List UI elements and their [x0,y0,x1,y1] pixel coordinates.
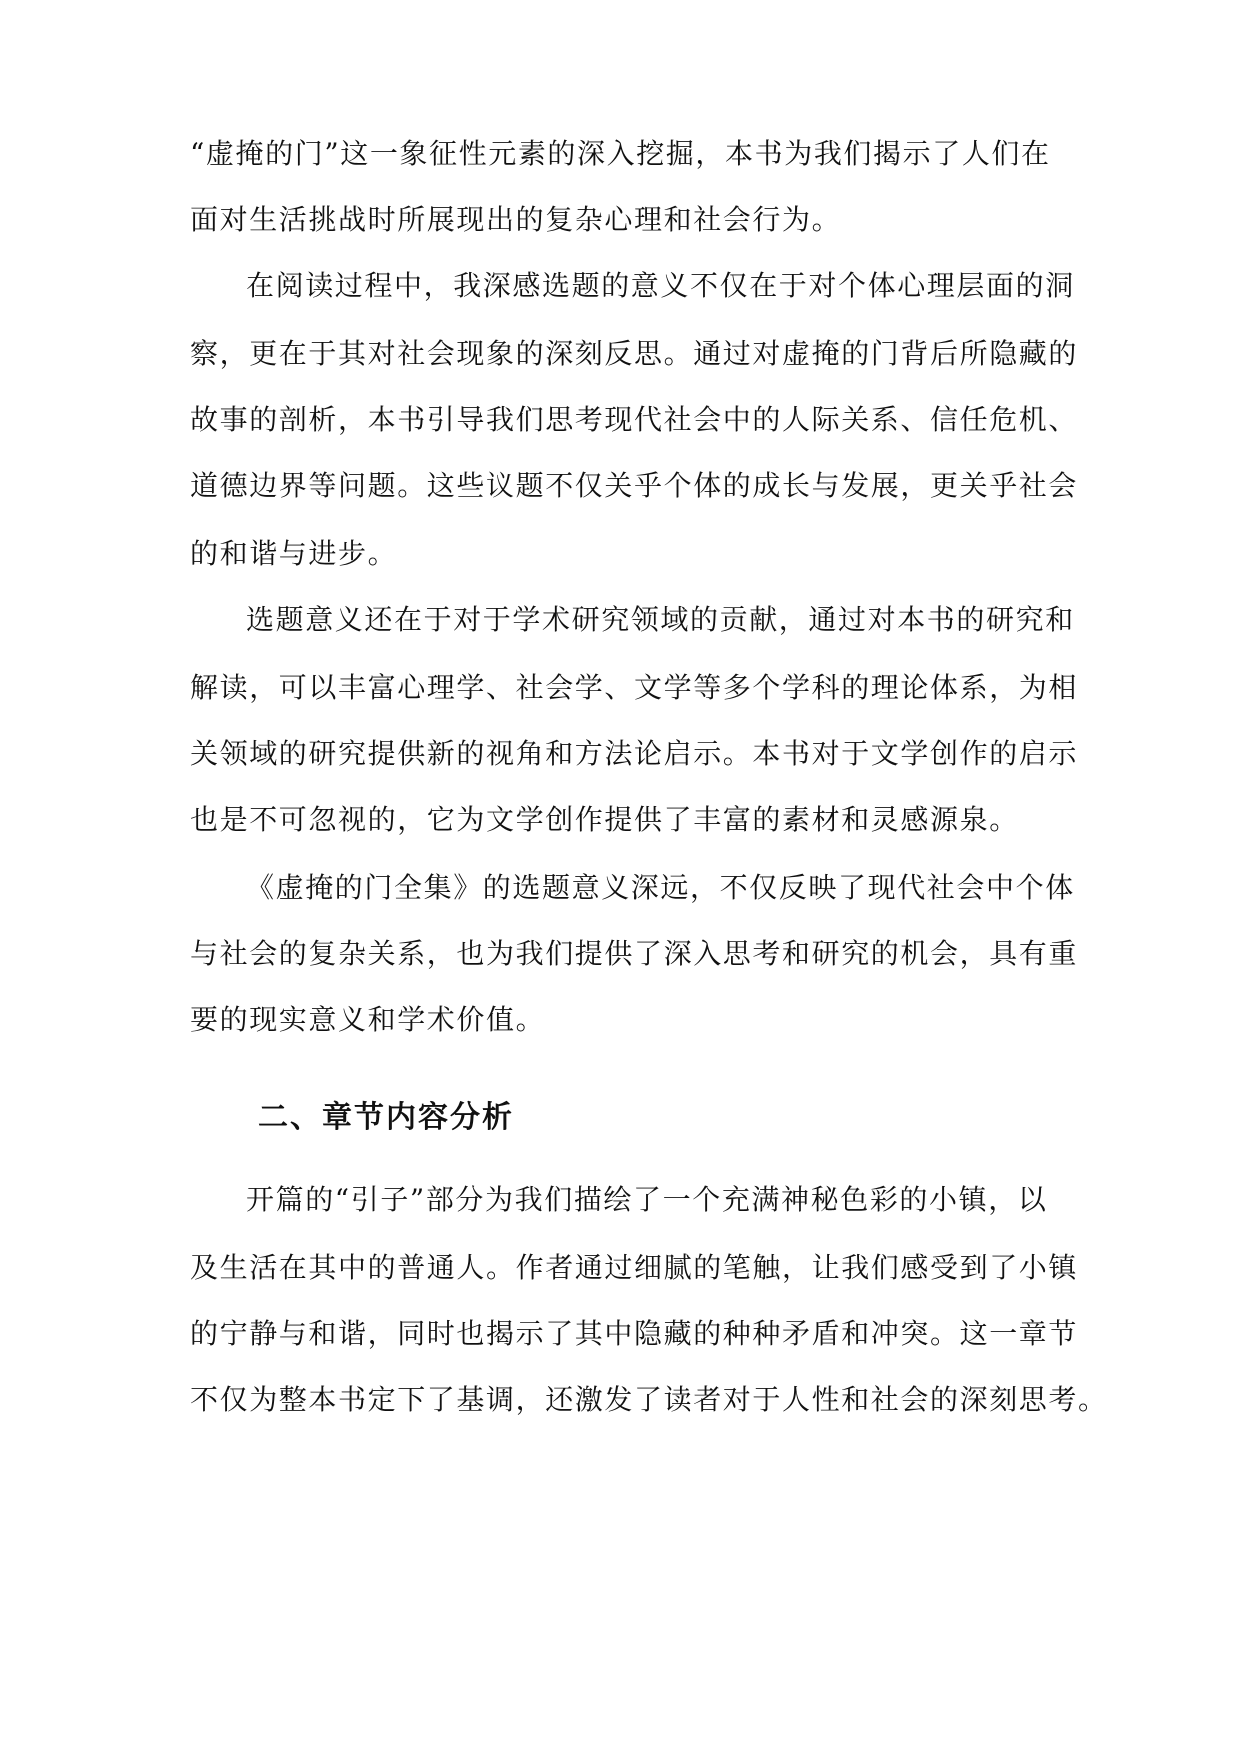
section-paragraph-line-2: 及生活在其中的普通人。作者通过细腻的笔触，让我们感受到了小镇 [190,1251,1079,1284]
paragraph-3-line-4: 也是不可忽视的，它为文学创作提供了丰富的素材和灵感源泉。 [190,803,1019,836]
paragraph-4-line-1: 《虚掩的门全集》的选题意义深远，不仅反映了现代社会中个体 [246,871,1075,904]
paragraph-1-line-2: 面对生活挑战时所展现出的复杂心理和社会行为。 [190,203,842,236]
paragraph-4-line-2: 与社会的复杂关系，也为我们提供了深入思考和研究的机会，具有重 [190,937,1079,970]
paragraph-3-line-2: 解读，可以丰富心理学、社会学、文学等多个学科的理论体系，为相 [190,671,1079,704]
section-paragraph-line-1: 开篇的“引子”部分为我们描绘了一个充满神秘色彩的小镇，以 [246,1183,1048,1216]
paragraph-2-line-3: 故事的剖析，本书引导我们思考现代社会中的人际关系、信任危机、 [190,403,1079,436]
paragraph-2-line-4: 道德边界等问题。这些议题不仅关乎个体的成长与发展，更关乎社会 [190,469,1079,502]
section-heading: 二、章节内容分析 [258,1100,514,1135]
paragraph-3-line-3: 关领域的研究提供新的视角和方法论启示。本书对于文学创作的启示 [190,737,1079,770]
paragraph-4-line-3: 要的现实意义和学术价值。 [190,1003,546,1036]
paragraph-1-line-1: “虚掩的门”这一象征性元素的深入挖掘，本书为我们揭示了人们在 [190,137,1051,170]
paragraph-2-line-2: 察，更在于其对社会现象的深刻反思。通过对虚掩的门背后所隐藏的 [190,337,1079,370]
paragraph-2-line-5: 的和谐与进步。 [190,537,398,570]
paragraph-2-line-1: 在阅读过程中，我深感选题的意义不仅在于对个体心理层面的洞 [246,269,1075,302]
paragraph-3-line-1: 选题意义还在于对于学术研究领域的贡献，通过对本书的研究和 [246,603,1075,636]
section-paragraph-line-4: 不仅为整本书定下了基调，还激发了读者对于人性和社会的深刻思考。 [190,1383,1108,1416]
section-paragraph-line-3: 的宁静与和谐，同时也揭示了其中隐藏的种种矛盾和冲突。这一章节 [190,1317,1079,1350]
